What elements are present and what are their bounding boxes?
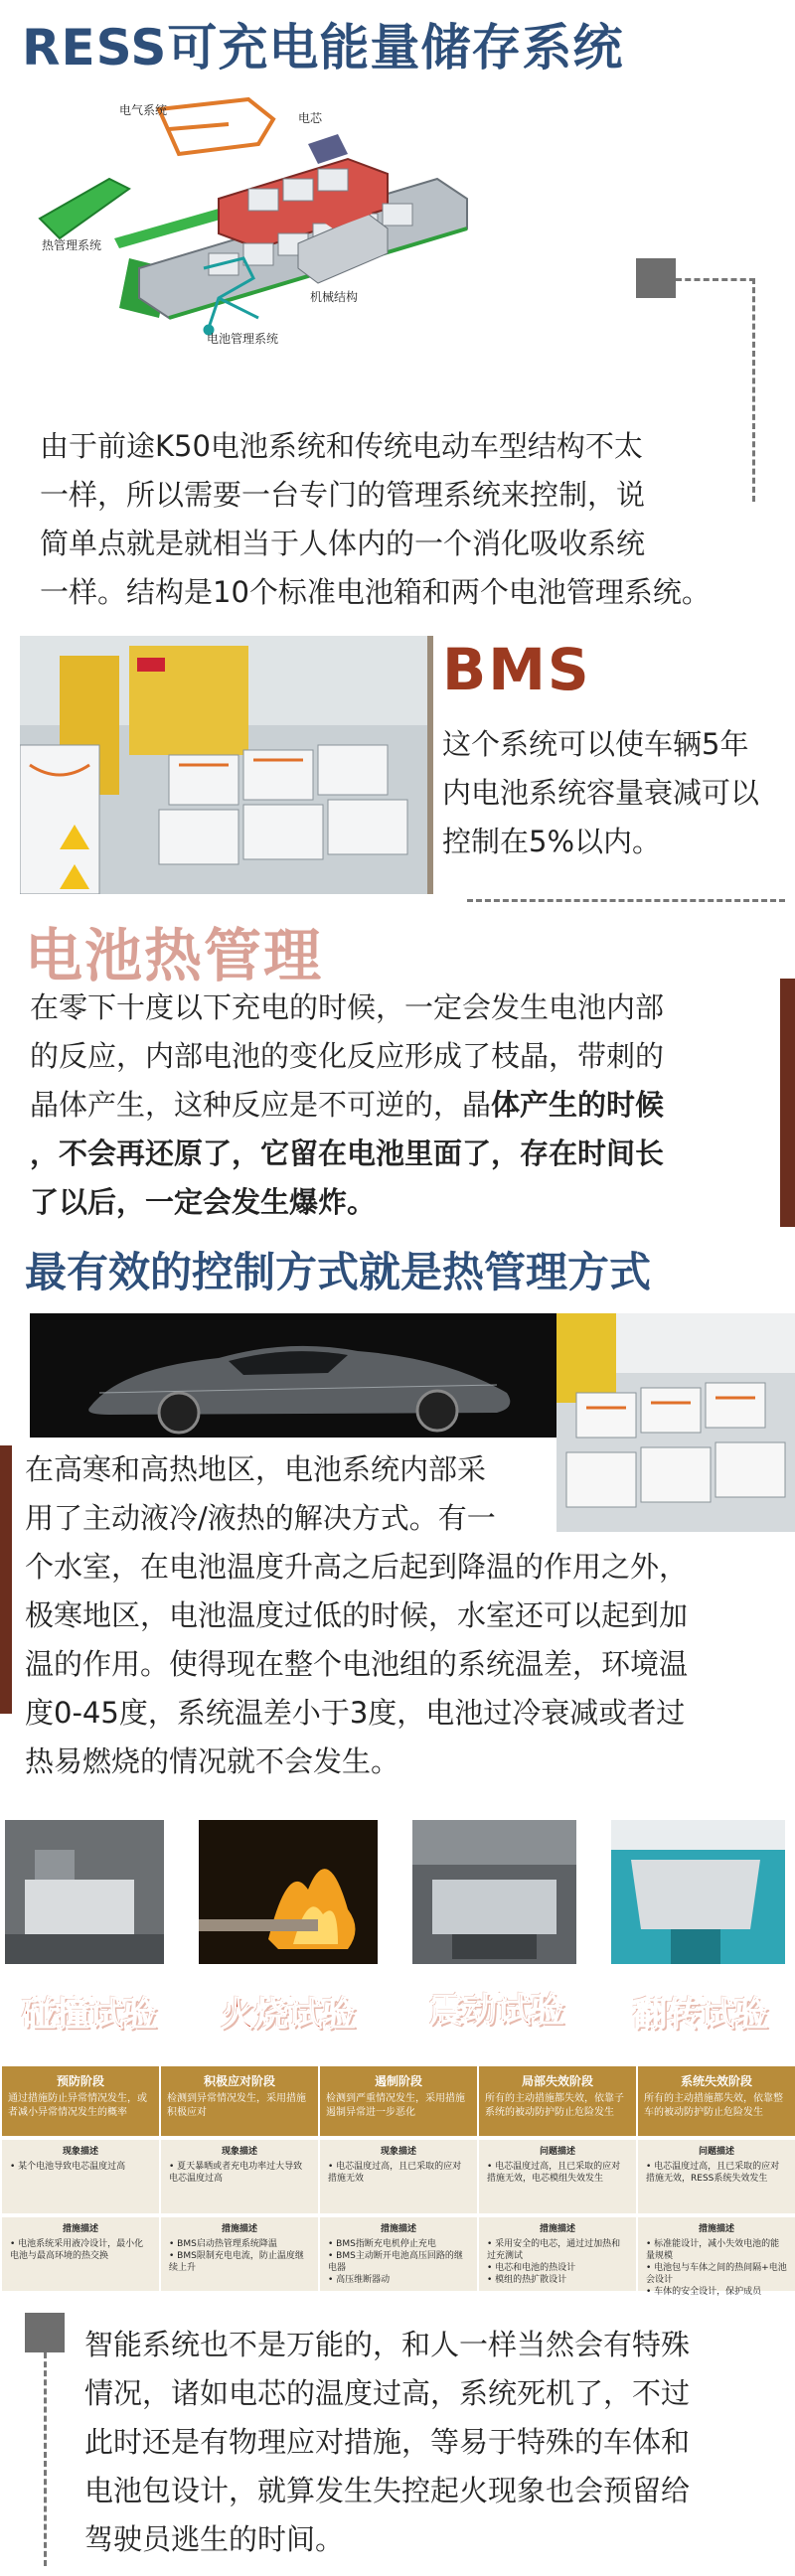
electrical-system-graphic xyxy=(159,99,273,154)
page-title: RESS可充电能量储存系统 xyxy=(22,19,624,76)
stage-phenomenon xyxy=(2,2140,159,2213)
phen-title: 现象描述 xyxy=(380,2147,416,2157)
meas-text: • BMS启动热管理系统降温 • BMS限制充电电流，防止温度继续上升 xyxy=(169,2239,304,2273)
conclusion-line: 此时还是有物理应对措施，等易于特殊的车体和 xyxy=(84,2425,691,2459)
stage-header xyxy=(320,2066,477,2136)
stage-column xyxy=(479,2066,636,2295)
meas-title: 措施描述 xyxy=(62,2224,98,2234)
meas-text: • BMS指断充电机停止充电 • BMS主动断开电池高压回路的继电器 • 高压维断器动 xyxy=(328,2239,463,2285)
stage-header xyxy=(161,2066,318,2136)
thermal-line-3 xyxy=(30,1081,765,1130)
test-label-vibration: 震动试验 xyxy=(429,1991,564,2031)
meas-title: 措施描述 xyxy=(380,2224,416,2234)
phen-text: • 电芯温度过高，且已采取的应对措施无效，RESS系统失效发生 xyxy=(646,2162,780,2184)
stage-name: 预防阶段 xyxy=(56,2074,104,2088)
stage-name: 积极应对阶段 xyxy=(203,2074,275,2088)
control-line: 个水室，在电池温度升高之后起到降温的作用之外， xyxy=(25,1550,689,1584)
stage-measure xyxy=(320,2217,477,2291)
vibration-test-photo xyxy=(412,1820,576,1964)
stage-column xyxy=(638,2066,795,2295)
stage-measure xyxy=(161,2217,318,2291)
thermal-line-4-text: ，不会再还原了，它留在电池里面了，存在时间长 xyxy=(30,1136,665,1170)
label-mechanical: 机械结构 xyxy=(310,290,359,304)
control-line: 极寒地区，电池温度过低的时候，水室还可以起到加 xyxy=(25,1598,689,1632)
meas-text: • 采用安全的电芯，通过过加热和过充测试 • 电芯和电池的热设计 • 模组的热扩散设计 xyxy=(487,2239,621,2285)
stage-header xyxy=(638,2066,795,2136)
test-label-crash: 碰撞试验 xyxy=(22,1995,157,2035)
phen-text: • 夏天暴晒或者充电功率过大导致电芯温度过高 xyxy=(169,2162,303,2184)
test-photos-row xyxy=(0,1798,795,2035)
stage-name: 局部失效阶段 xyxy=(521,2074,593,2088)
stage-header xyxy=(479,2066,636,2136)
bms-heading: BMS xyxy=(442,636,591,703)
battery-factory-photo xyxy=(20,636,427,894)
conclusion-dashline xyxy=(44,2352,47,2566)
bms-line: 内电池系统容量衰减可以 xyxy=(442,776,760,810)
control-line: 温的作用。使得现在整个电池组的系统温差，环境温 xyxy=(25,1647,689,1681)
bms-dashline xyxy=(467,899,785,902)
conclusion-paragraph xyxy=(84,2321,780,2564)
stage-phenomenon xyxy=(320,2140,477,2213)
stage-phenomenon xyxy=(161,2140,318,2213)
thermal-heading: 电池热管理 xyxy=(25,922,324,989)
phen-text: • 某个电池导致电芯温度过高 xyxy=(10,2162,126,2172)
phen-title: 现象描述 xyxy=(62,2147,98,2157)
thermal-line-4 xyxy=(30,1130,765,1178)
test-label-rollover: 翻转试验 xyxy=(633,1995,768,2035)
car-photo xyxy=(30,1313,556,1438)
meas-title: 措施描述 xyxy=(698,2224,734,2234)
safety-stages-table xyxy=(0,2066,795,2295)
control-line: 度0-45度，系统温差小于3度，电池过冷衰减或者过 xyxy=(25,1696,686,1730)
ress-system-diagram xyxy=(20,70,576,407)
fire-test-photo xyxy=(199,1820,378,1964)
stage-column xyxy=(2,2066,159,2295)
stage-measure xyxy=(2,2217,159,2291)
bms-line: 这个系统可以使车辆5年 xyxy=(442,727,749,761)
test-label-fire: 火烧试验 xyxy=(221,1995,356,2035)
crash-test-photo xyxy=(5,1820,164,1964)
conclusion-decor-square xyxy=(25,2313,65,2352)
label-bms: 电池管理系统 xyxy=(207,332,279,346)
thermal-line-3b: 体产生的时候 xyxy=(491,1088,665,1122)
bms-line: 控制在5%以内。 xyxy=(442,825,662,858)
stage-desc: 检测到异常情况发生，采用措施积极应对 xyxy=(167,2093,306,2118)
meas-title: 措施描述 xyxy=(539,2224,575,2234)
control-line: 用了主动液冷/液热的解决方式。有一 xyxy=(25,1501,496,1535)
bms-text xyxy=(442,720,790,866)
phen-title: 现象描述 xyxy=(221,2147,257,2157)
label-thermal: 热管理系统 xyxy=(42,238,102,252)
stage-name: 系统失效阶段 xyxy=(680,2074,752,2088)
stage-measure xyxy=(638,2217,795,2297)
thermal-line-3a: 晶体产生，这种反应是不可逆的，晶 xyxy=(30,1088,492,1122)
thermal-line-5 xyxy=(30,1178,765,1227)
meas-title: 措施描述 xyxy=(221,2224,257,2234)
intro-line: 由于前途K50电池系统和传统电动车型结构不太 xyxy=(40,429,643,463)
rollover-test-photo xyxy=(611,1820,785,1964)
thermal-line-1: 在零下十度以下充电的时候，一定会发生电池内部 xyxy=(30,990,665,1024)
conclusion-line: 电池包设计，就算发生失控起火现象也会预留给 xyxy=(84,2474,691,2507)
stage-desc: 所有的主动措施都失效，依靠整车的被动防护防止危险发生 xyxy=(644,2093,783,2118)
stage-header xyxy=(2,2066,159,2136)
meas-text: • 电池系统采用液冷设计，最小化电池与最高环境的热交换 xyxy=(10,2239,144,2261)
intro-paragraph xyxy=(40,422,775,617)
stage-desc: 通过措施防止异常情况发生，或者减小异常情况发生的概率 xyxy=(8,2093,147,2118)
intro-line: 一样。结构是10个标准电池箱和两个电池管理系统。 xyxy=(40,575,711,609)
battery-pack-graphic xyxy=(139,159,467,318)
intro-line: 简单点就是就相当于人体内的一个消化吸收系统 xyxy=(40,527,646,560)
thermal-line-2: 的反应，内部电池的变化反应形成了枝晶，带刺的 xyxy=(30,1039,665,1073)
phen-title: 问题描述 xyxy=(698,2147,734,2157)
conclusion-line: 智能系统也不是万能的，和人一样当然会有特殊 xyxy=(84,2328,691,2361)
label-electrical: 电气系统 xyxy=(119,103,168,117)
meas-text: • 标准能设计，减小失效电池的能量规模 • 电池包与车体之间的热间隔+电池会设计 • 车体的安全设计，保护成员 xyxy=(646,2239,787,2297)
thermal-line-5-text: 了以后，一定会发生爆炸。 xyxy=(30,1185,377,1219)
label-cell: 电芯 xyxy=(298,111,323,125)
intro-line: 一样，所以需要一台专门的管理系统来控制，说 xyxy=(40,478,646,512)
phen-text: • 电芯温度过高，且已采取的应对措施无效 xyxy=(328,2162,462,2184)
control-side-bar xyxy=(0,1445,12,1714)
thermal-side-bar xyxy=(780,979,795,1227)
decor-dashline-h xyxy=(676,278,755,281)
stage-column xyxy=(320,2066,477,2295)
bms-bar xyxy=(427,636,433,894)
control-line: 热易燃烧的情况就不会发生。 xyxy=(25,1744,400,1778)
thermal-paragraph xyxy=(30,984,765,1227)
phen-title: 问题描述 xyxy=(539,2147,575,2157)
control-line: 在高寒和高热地区，电池系统内部采 xyxy=(25,1452,487,1486)
stage-desc: 检测到严重情况发生，采用措施遏制异常进一步恶化 xyxy=(326,2093,465,2118)
control-heading: 最有效的控制方式就是热管理方式 xyxy=(25,1248,652,1296)
stage-desc: 所有的主动措施都失效，依靠子系统的被动防护防止危险发生 xyxy=(485,2093,624,2118)
control-paragraph xyxy=(25,1445,780,1786)
conclusion-line: 驾驶员逃生的时间。 xyxy=(84,2522,345,2556)
cell-graphic xyxy=(308,134,348,164)
stage-name: 遏制阶段 xyxy=(374,2074,422,2088)
stage-phenomenon xyxy=(638,2140,795,2213)
conclusion-line: 情况，诸如电芯的温度过高，系统死机了，不过 xyxy=(84,2376,691,2410)
stage-column xyxy=(161,2066,318,2295)
stage-phenomenon xyxy=(479,2140,636,2213)
phen-text: • 电芯温度过高，且已采取的应对措施无效，电芯模组失效发生 xyxy=(487,2162,621,2184)
stage-measure xyxy=(479,2217,636,2291)
decor-square xyxy=(636,258,676,298)
